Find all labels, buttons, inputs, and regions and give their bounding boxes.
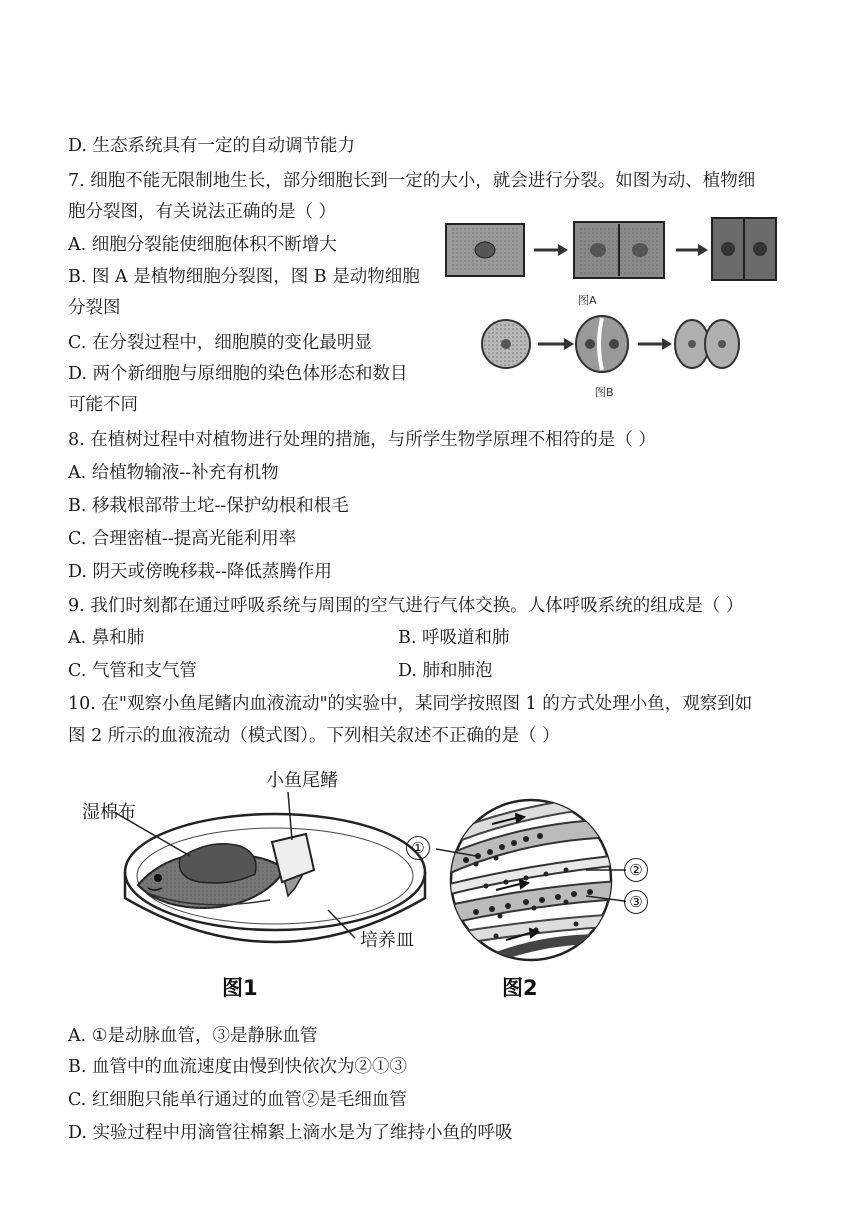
q10-fig1-label-tail: 小鱼尾鳍 — [266, 770, 338, 791]
q10-fig1-label-cotton: 湿棉布 — [82, 802, 136, 823]
q10-stem-line1: 10. 在"观察小鱼尾鳍内血液流动"的实验中，某同学按照图 1 的方式处理小鱼，观察到如 — [68, 694, 753, 714]
plant-cell-3 — [712, 218, 776, 280]
q7-stem-line2: 胞分裂图，有关说法正确的是（ ） — [68, 202, 337, 222]
arrow-icon — [538, 338, 574, 350]
plant-cell-2 — [574, 222, 664, 278]
q7-option-d-line1: D. 两个新细胞与原细胞的染色体形态和数目 — [68, 364, 408, 384]
q10-option-d: D. 实验过程中用滴管往棉絮上滴水是为了维持小鱼的呼吸 — [68, 1123, 513, 1143]
q7-figure-a — [440, 212, 780, 290]
q7-option-c: C. 在分裂过程中，细胞膜的变化最明显 — [68, 333, 372, 353]
q10-option-a: A. ①是动脉血管，③是静脉血管 — [68, 1026, 318, 1046]
q10-figure-2 — [436, 790, 626, 970]
q7-figure-a-caption: 图A — [578, 294, 597, 307]
q10-fig2-marker-3: ③ — [624, 890, 648, 914]
q9-option-a: A. 鼻和肺 — [68, 628, 145, 648]
q8-option-b: B. 移栽根部带土坨--保护幼根和根毛 — [68, 496, 349, 516]
arrow-icon — [638, 338, 672, 350]
q10-option-c: C. 红细胞只能单行通过的血管②是毛细血管 — [68, 1090, 407, 1110]
arrow-icon — [534, 244, 568, 256]
animal-cell-2 — [576, 316, 628, 372]
q9-option-d: D. 肺和肺泡 — [398, 661, 493, 681]
q9-stem: 9. 我们时刻都在通过呼吸系统与周围的空气进行气体交换。人体呼吸系统的组成是（ ） — [68, 596, 744, 616]
q8-option-a: A. 给植物输液--补充有机物 — [68, 463, 279, 483]
plant-cell-1 — [446, 224, 524, 276]
q7-option-d-line2: 可能不同 — [68, 395, 138, 415]
q7-option-b-line2: 分裂图 — [68, 298, 121, 318]
q9-option-b: B. 呼吸道和肺 — [398, 628, 510, 648]
q7-option-b-line1: B. 图 A 是植物细胞分裂图，图 B 是动物细胞 — [68, 267, 420, 287]
q7-figure-b — [476, 308, 746, 384]
q8-option-d: D. 阴天或傍晚移栽--降低蒸腾作用 — [68, 562, 332, 582]
q10-fig2-marker-2: ② — [624, 858, 648, 882]
q7-stem-line1: 7. 细胞不能无限制地生长，部分细胞长到一定的大小，就会进行分裂。如图为动、植物细 — [68, 171, 756, 191]
q10-stem-line2: 图 2 所示的血液流动（模式图）。下列相关叙述不正确的是（ ） — [68, 726, 560, 746]
q10-fig2-marker-1: ① — [406, 836, 430, 860]
q7-figure-b-caption: 图B — [595, 386, 614, 399]
q7-option-a: A. 细胞分裂能使细胞体积不断增大 — [68, 235, 337, 255]
q9-option-c: C. 气管和支气管 — [68, 661, 197, 681]
q10-fig2-title: 图2 — [502, 976, 538, 1000]
q10-option-b: B. 血管中的血流速度由慢到快依次为②①③ — [68, 1057, 407, 1077]
q6-option-d: D. 生态系统具有一定的自动调节能力 — [68, 136, 356, 156]
animal-cell-1 — [482, 320, 530, 368]
q8-stem: 8. 在植树过程中对植物进行处理的措施，与所学生物学原理不相符的是（ ） — [68, 430, 656, 450]
q10-fig1-label-dish: 培养皿 — [360, 930, 414, 951]
q8-option-c: C. 合理密植--提高光能利用率 — [68, 529, 297, 549]
q10-fig1-title: 图1 — [222, 976, 258, 1000]
arrow-icon — [676, 244, 708, 256]
animal-cell-3 — [675, 320, 739, 368]
